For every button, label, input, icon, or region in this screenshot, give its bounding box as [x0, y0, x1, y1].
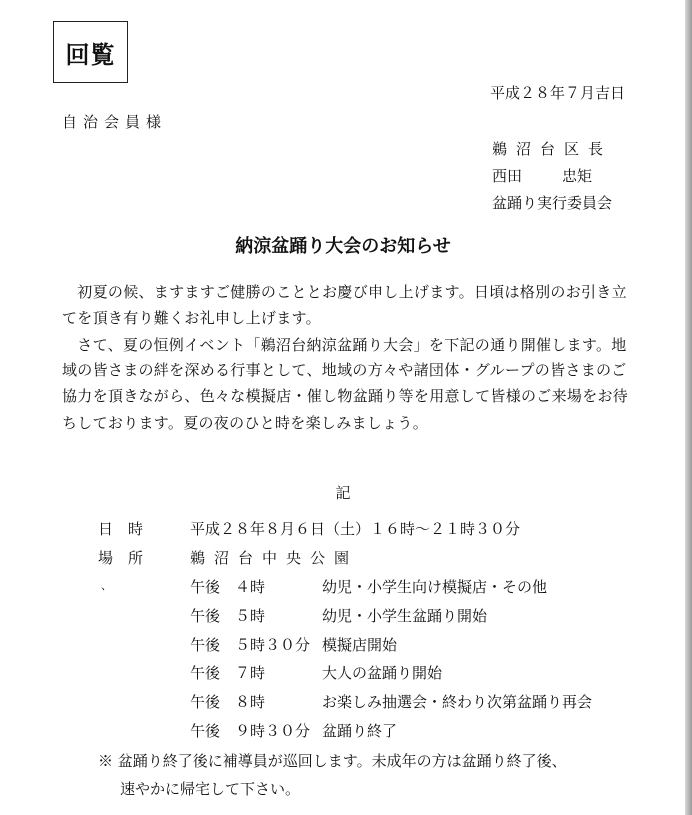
schedule-time: 午後 ９時３０分 [190, 722, 311, 740]
schedule-time: 午後 ５時３０分 [190, 636, 311, 654]
schedule-event: 幼児・小学生盆踊り開始 [322, 607, 488, 625]
schedule-time: 午後 ７時 [190, 664, 266, 682]
schedule-event: 模擬店開始 [322, 636, 398, 654]
stray-mark: 、 [101, 579, 112, 592]
schedule-time: 午後 ８時 [190, 693, 266, 711]
body-line: 初夏の候、ますますご健勝のこととお慶び申し上げます。日頃は格別のお引き立 [62, 283, 627, 301]
addressee: 自治会員様 [62, 113, 168, 131]
sender-name [492, 165, 592, 186]
page-edge-shadow [685, 0, 692, 815]
sender-title: 鵜沼台区長 [492, 140, 613, 158]
note-line: ※ 盆踊り終了後に補導員が巡回します。未成年の方は盆踊り終了後、 [98, 752, 567, 770]
schedule-time: 午後 ５時 [190, 607, 266, 625]
sender-family-name: 西田 [492, 167, 523, 185]
document-title: 納涼盆踊り大会のお知らせ [235, 236, 451, 257]
body-line: ちしております。夏の夜のひと時を楽しみましょう。 [62, 414, 429, 432]
body-line: 協力を頂きながら、色々な模擬店・催し物盆踊り等を用意して皆様のご来場をお待 [62, 387, 629, 405]
sender-given-name: 忠矩 [562, 167, 593, 185]
event-place: 鵜沼台中央公園 [190, 549, 359, 567]
schedule-event: 幼児・小学生向け模擬店・その他 [322, 578, 548, 596]
schedule-event: 大人の盆踊り開始 [322, 664, 443, 682]
schedule-event: お楽しみ抽選会・終わり次第盆踊り再会 [322, 693, 593, 711]
note-line: 速やかに帰宅して下さい。 [120, 780, 301, 798]
schedule-event: 盆踊り終了 [322, 722, 398, 740]
body-line: 域の皆さまの絆を深める行事として、地域の方々や諸団体・グループの皆さまのご [62, 361, 627, 379]
ki-heading: 記 [335, 484, 351, 502]
date-label: 日 時 [98, 520, 144, 538]
body-line: てを頂き有り難くお礼申し上げます。 [62, 309, 321, 327]
issue-date: 平成２８年７月吉日 [490, 84, 626, 102]
schedule-time: 午後 ４時 [190, 578, 266, 596]
place-label: 場 所 [98, 549, 144, 567]
circulation-stamp: 回覧 [53, 21, 128, 83]
event-date: 平成２８年８月６日（土）１６時～２１時３０分 [190, 520, 521, 538]
sender-committee: 盆踊り実行委員会 [492, 194, 613, 212]
body-line: さて、夏の恒例イベント「鵜沼台納涼盆踊り大会」を下記の通り開催します。地 [62, 336, 627, 354]
